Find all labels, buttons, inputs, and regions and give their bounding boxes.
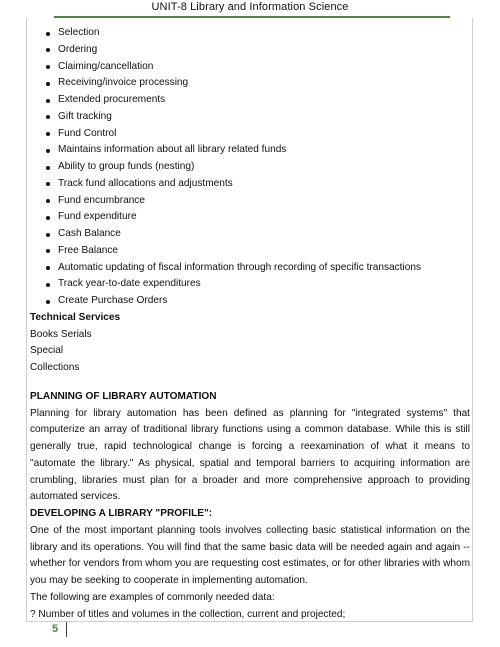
- bullet-item: Claiming/cancellation: [30, 59, 470, 76]
- technical-services-heading: Technical Services: [30, 311, 121, 323]
- bullet-item: Fund Control: [30, 126, 470, 143]
- bullet-item: Extended procurements: [30, 92, 470, 109]
- header-title: UNIT-8 Library and Information Science: [151, 1, 349, 13]
- bullet-item: Selection: [30, 25, 470, 42]
- bullet-item: Fund expenditure: [30, 209, 470, 226]
- profile-first-example: ? Number of titles and volumes in the collection, current and projected;: [30, 608, 346, 620]
- technical-services-item: Collections: [30, 362, 80, 373]
- page-border-right: [472, 18, 473, 621]
- page-content: [30, 25, 470, 623]
- profile-examples-intro: The following are examples of commonly needed data:: [30, 591, 275, 603]
- section-spacer: [30, 377, 470, 389]
- bullet-item: Ability to group funds (nesting): [30, 159, 470, 176]
- bullet-item: Track year-to-date expenditures: [30, 276, 470, 293]
- bullet-item: Cash Balance: [30, 226, 470, 243]
- page-footer: [0, 620, 500, 647]
- header-rule: [54, 16, 450, 18]
- page-header: [28, 0, 472, 22]
- acquisitions-bullet-list: [30, 25, 470, 310]
- page-number-divider: [66, 622, 67, 637]
- bullet-item: Automatic updating of fiscal information through recording of specific transactions: [30, 260, 470, 277]
- bullet-item: Receiving/invoice processing: [30, 75, 470, 92]
- bullet-item: Free Balance: [30, 243, 470, 260]
- bullet-item: Ordering: [30, 42, 470, 59]
- bullet-item: Track fund allocations and adjustments: [30, 176, 470, 193]
- profile-paragraph: One of the most important planning tools involves collecting basic statistical information on the library and its operations. You will find that the same basic data will be needed again and again -- whether for vendors from whom you are requesting cost estimates, or for other libraries with whom you may be seeking to cooperate in implementing automation.: [30, 524, 470, 586]
- bullet-item: Maintains information about all library related funds: [30, 142, 470, 159]
- profile-heading: DEVELOPING A LIBRARY "PROFILE":: [30, 508, 213, 519]
- page-border-left: [26, 18, 27, 621]
- technical-services-item: Books Serials: [30, 328, 92, 340]
- planning-paragraph: Planning for library automation has been defined as planning for "integrated systems" that computerize an array of traditional library functions using a common database. While this is still generally true, rapid technological change is forcing a reexamination of what it means to "automate the library." As physical, spatial and temporal barriers to acquiring information are crumbling, libraries must plan for a broader and more comprehensive approach to providing automated services.: [30, 407, 470, 503]
- bullet-item: Fund encumbrance: [30, 193, 470, 210]
- bullet-item: Create Purchase Orders: [30, 293, 470, 310]
- page-number: 5: [52, 623, 59, 635]
- technical-services-item: Special: [30, 345, 64, 357]
- planning-heading: PLANNING OF LIBRARY AUTOMATION: [30, 390, 217, 402]
- bullet-item: Gift tracking: [30, 109, 470, 126]
